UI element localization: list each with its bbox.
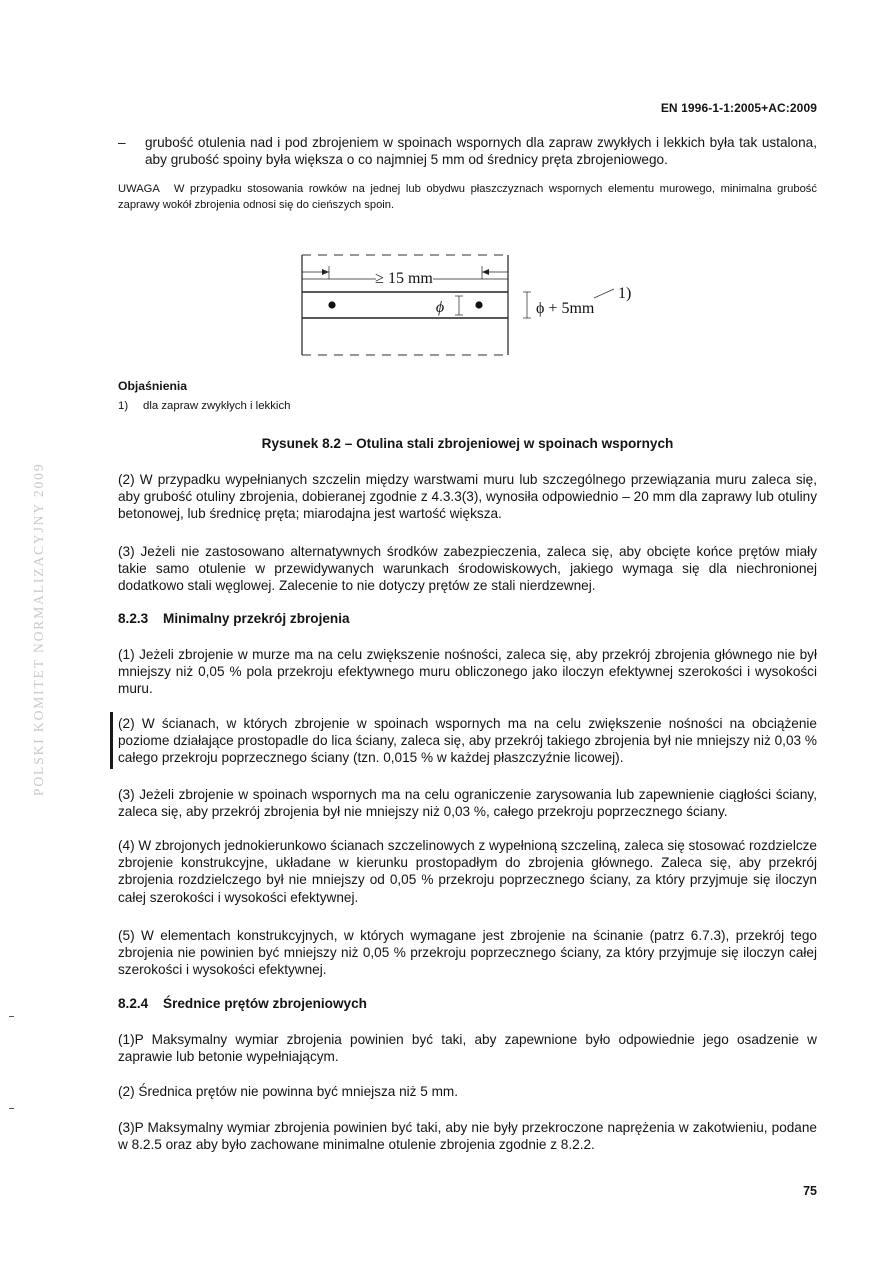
paragraph-3: (3) Jeżeli nie zastosowano alternatywnych środków zabezpieczenia, zaleca się, aby obcięte końce prętów miały takie samo otulenie w przewidywanych warunkach środowiskowych, jakiego wymaga się dla niechronionej dodatkowo stali węglowej. Zalecenie to nie dotyczy prętów ze stali nierdzewnej.	[118, 544, 817, 594]
joint-thickness-label: ϕ + 5mm	[536, 300, 595, 317]
section-heading-8-2-3	[118, 611, 350, 626]
explanation-number: 1)	[118, 400, 129, 412]
figure-caption: Rysunek 8.2 – Otulina stali zbrojeniowej w spoinach wspornych	[261, 436, 674, 451]
cover-dimension-label: ≥ 15 mm	[375, 270, 433, 287]
section-number: 8.2.3	[118, 611, 149, 626]
section-8-2-3-paragraph-1: (1) Jeżeli zbrojenie w murze ma na celu zwiększenie nośności, zaleca się, aby przekrój zbrojenia głównego nie był mniejszy niż 0,05 % pola przekroju efektywnego muru obliczonego jako iloczyn efektywnej szerokości i wysokości muru.	[118, 647, 817, 697]
note-label: UWAGA	[118, 183, 160, 195]
figure-8-2	[296, 249, 656, 364]
section-8-2-3-paragraph-5: (5) W elementach konstrukcyjnych, w których wymagane jest zbrojenie na ścinanie (patrz 6.7.3), przekrój tego zbrojenia nie powinien być mniejszy niż 0,05 % przekroju poprzecznego ściany, za który przyjmuje się iloczyn całej szerokości i wysokości efektywnej.	[118, 928, 817, 978]
intro-text: grubość otulenia nad i pod zbrojeniem w spoinach wspornych dla zapraw zwykłych i lekkich była tak ustalona, aby grubość spoiny była większa o co najmniej 5 mm od średnicy pręta zbrojeniowego.	[145, 135, 817, 168]
intro-list-item	[118, 134, 817, 168]
explanation-text: dla zapraw zwykłych i lekkich	[143, 400, 291, 412]
arrowhead-left	[322, 269, 329, 275]
explanations-title: Objaśnienia	[118, 379, 188, 393]
list-dash: –	[118, 135, 126, 150]
note-text: W przypadku stosowania rowków na jednej lub obydwu płaszczyznach wspornych elementu murowego, minimalna grubość zaprawy wokół zbrojenia odnosi się do cieńszych spoin.	[118, 183, 817, 211]
rebar-left	[328, 301, 335, 308]
section-title: Minimalny przekrój zbrojenia	[163, 611, 350, 626]
page-number: 75	[803, 1184, 817, 1198]
change-bar	[110, 712, 113, 769]
watermark: POLSKI KOMITET NORMALIZACYJNY 2009	[31, 462, 46, 796]
section-title: Średnice prętów zbrojeniowych	[163, 996, 367, 1011]
section-8-2-4-paragraph-2: (2) Średnica prętów nie powinna być mniejsza niż 5 mm.	[118, 1084, 458, 1099]
note-block	[118, 182, 817, 213]
explanation-item	[118, 400, 291, 412]
section-8-2-3-paragraph-3: (3) Jeżeli zbrojenie w spoinach wspornych ma na celu ograniczenie zarysowania lub zapewnienie ciągłości ściany, zaleca się, aby przekrój zbrojenia był nie mniejszy niż 0,03 %, całego przekroju poprzecznego ściany.	[118, 787, 817, 820]
callout-label: 1)	[618, 285, 632, 302]
section-8-2-4-paragraph-1: (1)P Maksymalny wymiar zbrojenia powinien być taki, aby zapewnione było odpowiednie jego osadzenie w zaprawie lub betonie wypełniającym.	[118, 1032, 817, 1065]
margin-mark	[9, 1016, 14, 1017]
rebar-right	[475, 301, 482, 308]
phi-label: ϕ	[435, 299, 445, 316]
section-number: 8.2.4	[118, 996, 149, 1011]
reinforcement-cover-diagram	[296, 249, 656, 364]
margin-mark	[9, 1108, 14, 1109]
standard-code-header: EN 1996-1-1:2005+AC:2009	[660, 101, 817, 115]
callout-leader	[594, 289, 614, 298]
section-heading-8-2-4	[118, 996, 367, 1011]
paragraph-2: (2) W przypadku wypełnianych szczelin między warstwami muru lub szczególnego przewiązania muru zaleca się, aby grubość otuliny zbrojenia, dobieranej zgodnie z 4.3.3(3), wynosiła odpowiednio – 20 mm dla zaprawy lub otuliny betonowej, lub średnicę pręta; miarodajna jest wartość większa.	[118, 472, 817, 522]
section-8-2-3-paragraph-4: (4) W zbrojonych jednokierunkowo ścianach szczelinowych z wypełnioną szczeliną, zaleca się stosować rozdzielcze zbrojenie konstrukcyjne, układane w kierunku prostopadłym do zbrojenia głównego. Zaleca się, aby przekrój zbrojenia rozdzielczego był nie mniejszy od 0,05 % przekroju poprzecznego ściany, za który przyjmuje się iloczyn całej szerokości i wysokości efektywnej.	[118, 838, 817, 905]
section-8-2-4-paragraph-3: (3)P Maksymalny wymiar zbrojenia powinien być taki, aby nie były przekroczone naprężenia w zakotwieniu, podane w 8.2.5 oraz aby było zachowane minimalne otulenie zbrojenia zgodnie z 8.2.2.	[118, 1120, 817, 1153]
section-8-2-3-paragraph-2: (2) W ścianach, w których zbrojenie w spoinach wspornych ma na celu zwiększenie nośności na obciążenie poziome działające prostopadle do lica ściany, zaleca się, aby przekrój takiego zbrojenia był nie mniejszy niż 0,03 % całego przekroju poprzecznego ściany (tzn. 0,015 % w każdej płaszczyźnie licowej).	[118, 716, 817, 766]
arrowhead-right	[482, 269, 489, 275]
